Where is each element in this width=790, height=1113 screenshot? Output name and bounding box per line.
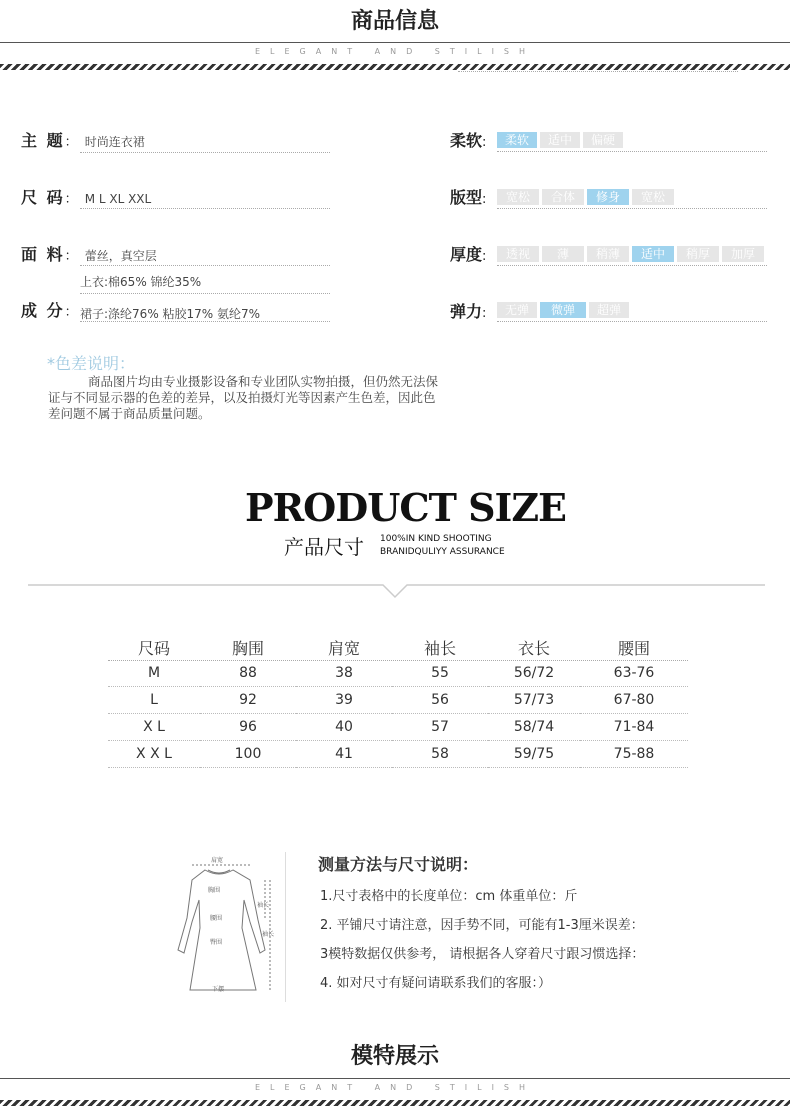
option-tag-selected: 微弹 [540, 302, 586, 318]
option-tag: 无弹 [497, 302, 537, 318]
col-header: 胸围 [231, 638, 264, 658]
table-cell: 59/75 [488, 741, 580, 768]
attr-size-value: M L XL XXL [84, 192, 152, 206]
attr-theme-label: 主 题 [21, 131, 65, 150]
option-tag: 宽松 [497, 189, 539, 205]
table-cell: 75-88 [580, 741, 688, 768]
table-cell: 96 [200, 714, 296, 741]
header-divider [0, 42, 790, 43]
table-cell: 57/73 [488, 687, 580, 714]
attr-thickness-label-wrap [450, 242, 488, 265]
attr-softness-label-wrap [450, 128, 488, 151]
attr-colon: ： [64, 305, 80, 320]
attr-size-label: 尺 码 [21, 188, 65, 207]
diagram-label-shoulder: 肩宽 [211, 857, 224, 864]
attr-colon: ： [64, 192, 80, 207]
attr-colon: : [482, 306, 489, 321]
attr-composition-skirt: 裙子:涤纶76% 粘胶17% 氨纶7% [80, 307, 261, 321]
col-header: 肩宽 [327, 638, 360, 658]
option-tag: 薄 [542, 246, 584, 262]
table-cell: 57 [392, 714, 488, 741]
attr-composition-top: 上衣:棉65% 锦纶35% [80, 275, 202, 289]
table-row [108, 714, 688, 741]
attr-fit-label: 版型 [450, 188, 483, 207]
table-header-divider [108, 660, 688, 661]
table-row [108, 660, 688, 687]
divider [80, 321, 330, 322]
divider [458, 71, 738, 72]
attr-fabric [21, 242, 157, 265]
option-tag: 透视 [497, 246, 539, 262]
table-cell: 41 [296, 741, 392, 768]
size-table-header-row [108, 634, 688, 660]
table-cell: 38 [296, 660, 392, 687]
attr-composition [21, 298, 80, 321]
divider [497, 321, 767, 322]
size-table [108, 634, 688, 768]
elasticity-options [497, 302, 629, 318]
col-header: 袖长 [423, 638, 456, 658]
divider [497, 265, 767, 266]
table-row [108, 687, 688, 714]
table-cell: 56/72 [488, 660, 580, 687]
attr-theme [21, 128, 145, 151]
col-header: 衣长 [517, 638, 550, 658]
attr-size [21, 185, 151, 208]
attr-theme-value: 时尚连衣裙 [84, 135, 145, 149]
table-cell: 58 [392, 741, 488, 768]
diagram-label-hip: 臀围 [210, 939, 223, 946]
section-title-model-display: 模特展示 [350, 1043, 439, 1069]
measurement-line: 4. 如对尺寸有疑问请联系我们的客服：） [320, 976, 552, 991]
table-cell: 55 [392, 660, 488, 687]
table-cell: 39 [296, 687, 392, 714]
option-tag-selected: 修身 [587, 189, 629, 205]
softness-options [497, 132, 623, 148]
diagram-label-waist: 腰围 [210, 915, 223, 922]
table-cell: 88 [200, 660, 296, 687]
table-cell: 63-76 [580, 660, 688, 687]
attr-colon: ： [64, 135, 80, 150]
attr-colon: : [482, 192, 489, 207]
fit-options [497, 189, 674, 205]
attr-softness-label: 柔软 [450, 131, 483, 150]
option-tag: 偏硬 [583, 132, 623, 148]
color-note-line: 差问题不属于商品质量问题。 [48, 406, 211, 421]
product-size-en [380, 533, 505, 559]
product-size-cn: 产品尺寸 [284, 535, 364, 559]
col-header: 尺码 [137, 638, 170, 658]
table-cell: 71-84 [580, 714, 688, 741]
divider [80, 208, 330, 209]
diagram-label-sleeve: 袖长 [262, 931, 275, 938]
divider [497, 208, 767, 209]
header-stripe [0, 64, 790, 70]
table-cell: M [108, 660, 200, 687]
header-stripe [0, 1100, 790, 1106]
header-divider [0, 1078, 790, 1079]
header-subtitle: ELEGANT AND STILISH [254, 1083, 536, 1092]
col-header: 腰围 [617, 638, 650, 658]
diagram-label-length: 袖长 [257, 902, 270, 909]
table-cell: 67-80 [580, 687, 688, 714]
table-cell: X X L [108, 741, 200, 768]
table-cell: 92 [200, 687, 296, 714]
option-tag: 宽松 [632, 189, 674, 205]
product-size-en-line: BRANIDQULIYY ASSURANCE [380, 547, 505, 557]
color-note-line: 证与不同显示器的色差的差异，以及拍摄灯光等因素产生色差，因此色 [48, 390, 436, 405]
thickness-options [497, 246, 764, 262]
color-note-body [48, 374, 468, 422]
attr-elasticity-label-wrap [450, 299, 488, 322]
divider [497, 151, 767, 152]
option-tag-selected: 柔软 [497, 132, 537, 148]
attr-fit-label-wrap [450, 185, 488, 208]
option-tag: 加厚 [722, 246, 764, 262]
option-tag: 稍厚 [677, 246, 719, 262]
measurement-title: 测量方法与尺寸说明： [318, 855, 479, 874]
attr-colon: : [482, 135, 489, 150]
table-cell: 100 [200, 741, 296, 768]
measurement-line: 1.尺寸表格中的长度单位：cm 体重单位：斤 [320, 889, 578, 904]
attr-composition-label: 成 分 [21, 301, 65, 320]
attr-thickness-label: 厚度 [450, 245, 483, 264]
section-title-product-info: 商品信息 [350, 8, 439, 34]
divider [80, 265, 330, 266]
table-cell: 58/74 [488, 714, 580, 741]
option-tag: 稍薄 [587, 246, 629, 262]
measurement-line: 2. 平铺尺寸请注意，因手势不同，可能有1-3厘米误差： [320, 918, 644, 933]
option-tag: 合体 [542, 189, 584, 205]
product-size-en-line: 100%IN KIND SHOOTING [380, 534, 492, 544]
option-tag-selected: 适中 [632, 246, 674, 262]
diagram-label-chest: 胸围 [208, 887, 221, 894]
table-cell: 56 [392, 687, 488, 714]
attr-colon: ： [64, 249, 80, 264]
option-tag: 超弹 [589, 302, 629, 318]
color-note-line: 商品图片均由专业摄影设备和专业团队实物拍摄，但仍然无法保 [88, 374, 439, 389]
measurement-line: 3模特数据仅供参考， 请根据各人穿着尺寸跟习惯选择： [320, 947, 645, 962]
color-note-heading: *色差说明： [47, 354, 136, 373]
dress-measurement-diagram [170, 850, 290, 1000]
table-cell: L [108, 687, 200, 714]
table-cell: X L [108, 714, 200, 741]
attr-fabric-value: 蕾丝，真空层 [84, 249, 157, 263]
table-cell: 40 [296, 714, 392, 741]
table-row [108, 741, 688, 768]
header-subtitle: ELEGANT AND STILISH [254, 47, 536, 56]
diagram-label-hem: 下摆 [212, 986, 225, 993]
product-size-title: PRODUCT SIZE [245, 485, 567, 530]
option-tag: 适中 [540, 132, 580, 148]
vertical-divider [285, 852, 286, 1002]
section-divider-arrow [28, 580, 765, 600]
attr-elasticity-label: 弹力 [450, 302, 483, 321]
attr-fabric-label: 面 料 [21, 245, 65, 264]
divider [80, 293, 330, 294]
attr-colon: : [482, 249, 489, 264]
divider [80, 152, 330, 153]
